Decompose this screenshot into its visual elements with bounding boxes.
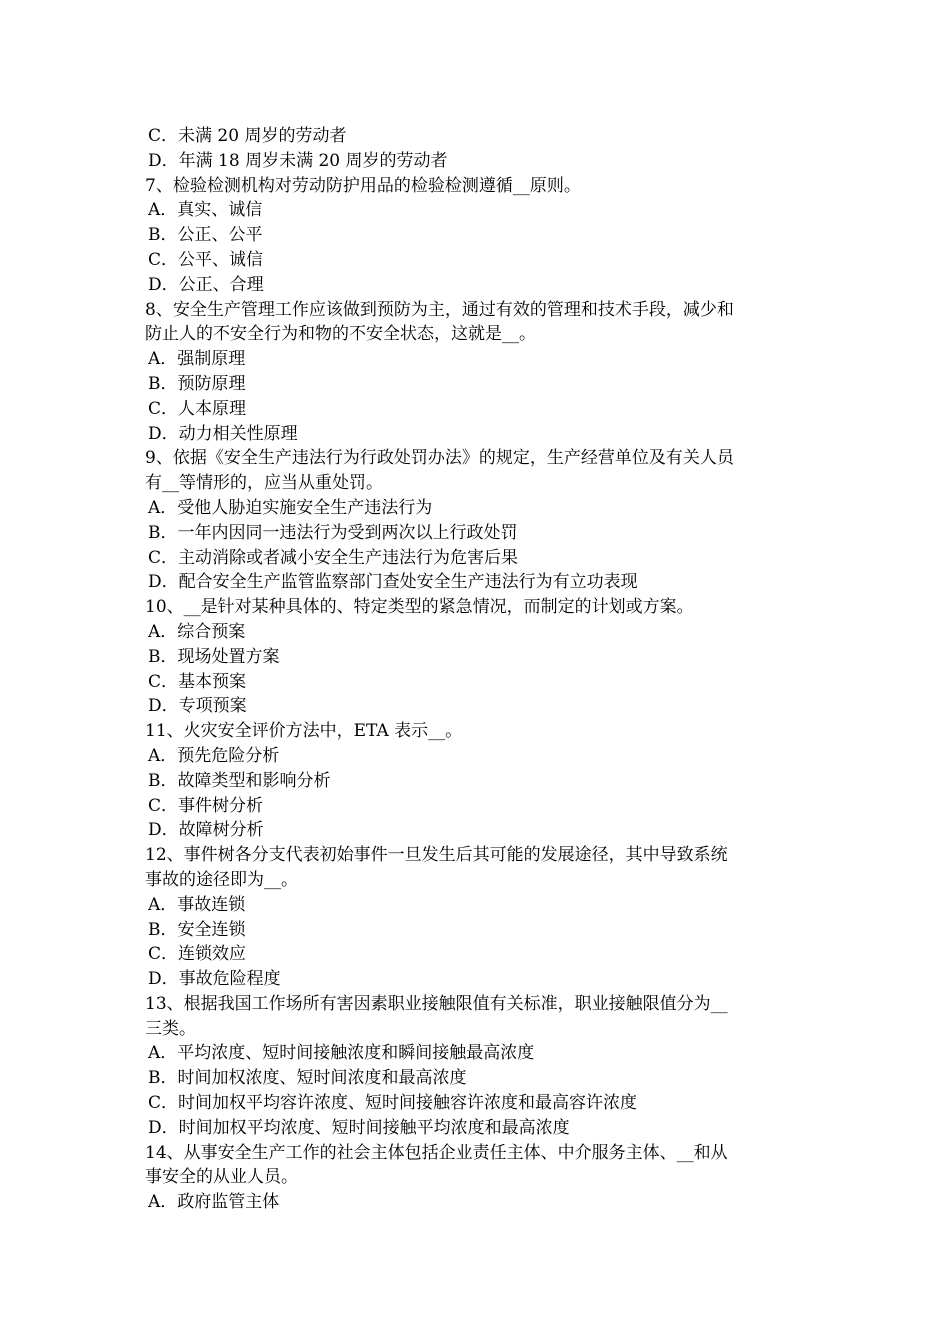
option-c: C．连锁效应 <box>148 944 247 965</box>
question-text: 14、从事安全生产工作的社会主体包括企业责任主体、中介服务主体、__和从 <box>145 1142 728 1163</box>
option-c: C．时间加权平均容许浓度、短时间接触容许浓度和最高容许浓度 <box>148 1093 638 1114</box>
option-d: D．动力相关性原理 <box>148 423 298 444</box>
question-text-continued: 事安全的从业人员。 <box>145 1167 298 1188</box>
question-text: 13、根据我国工作场所有害因素职业接触限值有关标准，职业接触限值分为__ <box>145 993 728 1014</box>
question-text-continued: 事故的途径即为__。 <box>145 869 298 890</box>
option-d: D．年满 18 周岁未满 20 周岁的劳动者 <box>148 150 448 171</box>
option-d: D．专项预案 <box>148 696 247 717</box>
option-d: D．公正、合理 <box>148 274 264 295</box>
option-a: A．受他人胁迫实施安全生产违法行为 <box>148 497 433 518</box>
option-b: B．一年内因同一违法行为受到两次以上行政处罚 <box>148 522 518 543</box>
option-b: B．时间加权浓度、短时间浓度和最高浓度 <box>148 1068 467 1089</box>
option-d: D．事故危险程度 <box>148 969 281 990</box>
document-body <box>145 124 810 1215</box>
question-12 <box>145 843 810 992</box>
question-11 <box>145 719 810 843</box>
option-b: B．安全连锁 <box>148 919 246 940</box>
option-a: A．预先危险分析 <box>148 745 280 766</box>
option-b: B．公正、公平 <box>148 225 263 246</box>
question-text-continued: 有__等情形的，应当从重处罚。 <box>145 473 383 494</box>
question-text-continued: 三类。 <box>145 1018 196 1039</box>
question-text: 9、依据《安全生产违法行为行政处罚办法》的规定，生产经营单位及有关人员 <box>145 448 734 469</box>
question-text: 12、事件树各分支代表初始事件一旦发生后其可能的发展途径，其中导致系统 <box>145 845 728 866</box>
option-c: C．主动消除或者减小安全生产违法行为危害后果 <box>148 547 519 568</box>
question-text: 11、火灾安全评价方法中，ETA 表示__。 <box>145 721 463 742</box>
option-c: C．事件树分析 <box>148 795 264 816</box>
option-a: A．事故连锁 <box>148 894 246 915</box>
question-text-continued: 防止人的不安全行为和物的不安全状态，这就是__。 <box>145 324 536 345</box>
option-b: B．预防原理 <box>148 373 246 394</box>
question-8 <box>145 298 810 447</box>
option-d: D．时间加权平均浓度、短时间接触平均浓度和最高浓度 <box>148 1117 570 1138</box>
option-a: A．强制原理 <box>148 349 246 370</box>
option-a: A．综合预案 <box>148 621 246 642</box>
question-text: 8、安全生产管理工作应该做到预防为主，通过有效的管理和技术手段，减少和 <box>145 299 734 320</box>
question-14 <box>145 1141 810 1215</box>
option-c: C．未满 20 周岁的劳动者 <box>148 126 347 146</box>
option-a: A．真实、诚信 <box>148 200 263 221</box>
question-7 <box>145 174 810 298</box>
question-9 <box>145 446 810 595</box>
option-d: D．故障树分析 <box>148 820 264 841</box>
question-text: 10、__是针对某种具体的、特定类型的紧急情况，而制定的计划或方案。 <box>145 597 694 618</box>
question-13 <box>145 992 810 1141</box>
question-10 <box>145 595 810 719</box>
option-c: C．基本预案 <box>148 671 247 692</box>
option-a: A．平均浓度、短时间接触浓度和瞬间接触最高浓度 <box>148 1043 535 1064</box>
question-text: 7、检验检测机构对劳动防护用品的检验检测遵循__原则。 <box>145 175 581 196</box>
previous-question-tail <box>145 124 810 174</box>
option-b: B．故障类型和影响分析 <box>148 770 331 791</box>
option-c: C．公平、诚信 <box>148 249 264 270</box>
option-a: A．政府监管主体 <box>148 1192 280 1213</box>
option-b: B．现场处置方案 <box>148 646 280 667</box>
option-c: C．人本原理 <box>148 398 247 419</box>
option-d: D．配合安全生产监管监察部门查处安全生产违法行为有立功表现 <box>148 572 638 593</box>
